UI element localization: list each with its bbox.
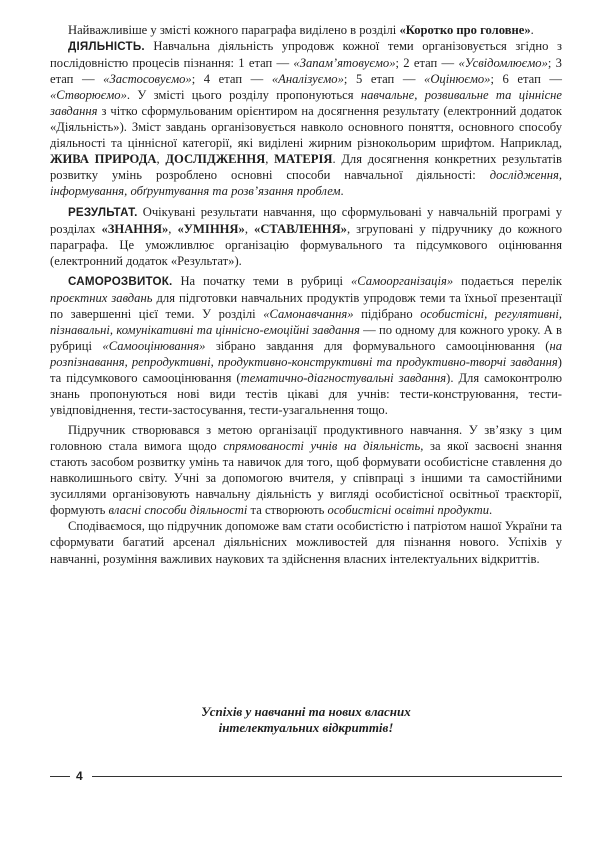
diyalnist-stage-3: «Застосовуємо»: [103, 72, 192, 87]
diyalnist-text-7: . У змісті цього розділу пропонуються: [126, 88, 361, 103]
samorozvytok-final-tasks: тематично-діагностувальні завдання: [240, 370, 447, 385]
purpose-paragraph: [50, 422, 562, 518]
rezultat-text-1: Очікувані результати навчання, що сформульовані у навчальній програмі у розділах: [50, 204, 562, 236]
diyalnist-sep-2: ,: [265, 152, 275, 167]
rezultat-sep-2: ,: [244, 221, 255, 236]
purpose-emphasis-2: власні способи діяльності: [108, 503, 248, 518]
samorozvytok-rubric-1: «Самоорганізація»: [351, 273, 454, 288]
samorozvytok-heading: САМОРОЗВИТОК.: [68, 274, 173, 288]
samorozvytok-text-2: подається перелік: [453, 273, 562, 288]
samorozvytok-text-8: ). Для самоконтролю знань пропонуються нові види тестів цікаві для учнів: тести-конструювання, тести-увідповіднення, тести-застосування, тести-узагальнення тощо.: [50, 370, 563, 418]
diyalnist-text-2: ; 2 етап —: [395, 56, 459, 71]
diyalnist-text-6: ; 6 етап —: [490, 72, 562, 87]
page-number: 4: [76, 769, 83, 783]
rezultat-sep-1: ,: [168, 221, 178, 236]
diyalnist-stage-6: «Створюємо»: [50, 88, 127, 103]
diyalnist-text-3: ; 3 етап —: [50, 56, 562, 87]
purpose-text-1: Підручник створювався з метою організації продуктивного навчання. У зв’язку з цим головною стала вимога щодо: [50, 423, 562, 454]
intro-end: .: [530, 23, 534, 37]
samorozvytok-text-6: зібрано завдання для формувального самооцінювання (: [205, 338, 550, 353]
rezultat-paragraph: [50, 204, 562, 269]
footer-rule-left: [50, 776, 70, 777]
wish-paragraph: Сподіваємося, що підручник допоможе вам стати особистістю і патріотом нашої України та сформувати багатий арсенал діяльнісних можливостей для пізнання нового. Успіхів у навчанні, розуміння важливих наукових та здійснення власних інтелектуальних відкриттів.: [50, 519, 562, 566]
page-body: [50, 22, 562, 567]
samorozvytok-rubric-3: «Самооцінювання»: [102, 338, 206, 353]
samorozvytok-formative-tasks: на розпізнавання, репродуктивні, продуктивно-конструктивні та продуктивно-творчі завдання: [50, 338, 563, 369]
diyalnist-text-5: ; 5 етап —: [343, 72, 425, 87]
diyalnist-keyword-1: ЖИВА ПРИРОДА: [50, 152, 157, 167]
diyalnist-text-9: . Для досягнення конкретних результатів розвитку умінь розроблено основні способи навчальної діяльності:: [50, 152, 563, 183]
samorozvytok-text-3: для підготовки навчальних продуктів упродовж теми та їхньої презентації по завершенні цієї теми. У розділі: [50, 290, 562, 321]
diyalnist-text-4: ; 4 етап —: [191, 72, 272, 87]
samorozvytok-text-1: На початку теми в рубриці: [172, 273, 351, 288]
closing-wish: [50, 704, 562, 736]
diyalnist-paragraph: [50, 38, 562, 199]
samorozvytok-project-tasks: проєктних завдань: [50, 290, 153, 305]
rezultat-section-1: «ЗНАННЯ»: [101, 221, 169, 236]
samorozvytok-paragraph: [50, 273, 562, 418]
samorozvytok-rubric-2: «Самонавчання»: [263, 306, 354, 321]
diyalnist-heading: ДІЯЛЬНІСТЬ.: [68, 40, 145, 54]
rezultat-section-2: «УМІННЯ»: [177, 221, 245, 236]
diyalnist-task-types: навчальне, розвивальне та ціннісне завдання: [50, 88, 562, 119]
diyalnist-stage-5: «Оцінюємо»: [424, 72, 491, 87]
diyalnist-sep-1: ,: [156, 152, 166, 167]
purpose-end: .: [489, 503, 493, 518]
purpose-text-2: , за якої засвоєні знання стають засобом розвитку умінь та навичок для того, щоб формувати особистісне ставлення до навколишнього світу. Учні за допомогою вчителя, у співпраці з іншими та самостійними зусиллями організовують навчальну діяльність у вигляді особистісної освітньої траєкторії, формують: [50, 439, 563, 518]
intro-text: Найважливіше у змісті кожного параграфа виділено в розділі: [68, 23, 400, 37]
samorozvytok-task-kinds: особистісні, регулятивні, пізнавальні, комунікативні та ціннісно-емоційні завдання: [50, 306, 562, 337]
rezultat-section-3: «СТАВЛЕННЯ»: [254, 221, 347, 236]
purpose-emphasis-1: спрямованості учнів на діяльність: [223, 439, 421, 454]
intro-paragraph: [50, 22, 562, 38]
samorozvytok-text-4: підібрано: [353, 306, 421, 321]
diyalnist-text-8: з чітко сформульованим орієнтиром на досягнення результату (електронний додаток «Діяльність»). Зміст завдань організовується навколо основного поняття, основного способу діяльності та ціннісної категорії, які виділені жирним різнокольорим шрифтом. Наприклад,: [50, 104, 562, 151]
purpose-emphasis-3: особистісні освітні продукти: [327, 503, 490, 518]
diyalnist-stage-4: «Аналізуємо»: [271, 72, 344, 87]
diyalnist-keyword-3: МАТЕРІЯ: [274, 152, 333, 167]
diyalnist-stage-2: «Усвідомлюємо»: [458, 56, 548, 71]
diyalnist-end: .: [340, 184, 344, 199]
rezultat-text-2: , згруповані у підручнику до кожного параграфа. Це уможливлює організацію формувального та підсумкового оцінювання (електронний додаток «Результат»).: [50, 221, 563, 268]
diyalnist-stage-1: «Запам’ятовуємо»: [293, 56, 396, 71]
closing-line-2: інтелектуальних відкриттів!: [218, 720, 394, 735]
samorozvytok-text-5: — по одному для кожного уроку. А в рубриці: [50, 322, 562, 353]
rezultat-heading: РЕЗУЛЬТАТ.: [68, 205, 138, 219]
intro-section-name: «Коротко про головне»: [399, 23, 531, 37]
footer-rule-right: [92, 776, 562, 777]
diyalnist-methods: дослідження, інформування, обґрунтування та розв’язання проблем: [50, 168, 562, 199]
closing-line-1: Успіхів у навчанні та нових власних: [201, 704, 411, 719]
diyalnist-keyword-2: ДОСЛІДЖЕННЯ: [165, 152, 266, 167]
samorozvytok-text-7: ) та підсумкового самооцінювання (: [50, 354, 562, 385]
purpose-text-3: та створюють: [247, 503, 328, 518]
diyalnist-text-1: Навчальна діяльність упродовж кожної теми організовується згідно з послідовністю процесів пізнання: 1 етап —: [50, 39, 562, 71]
